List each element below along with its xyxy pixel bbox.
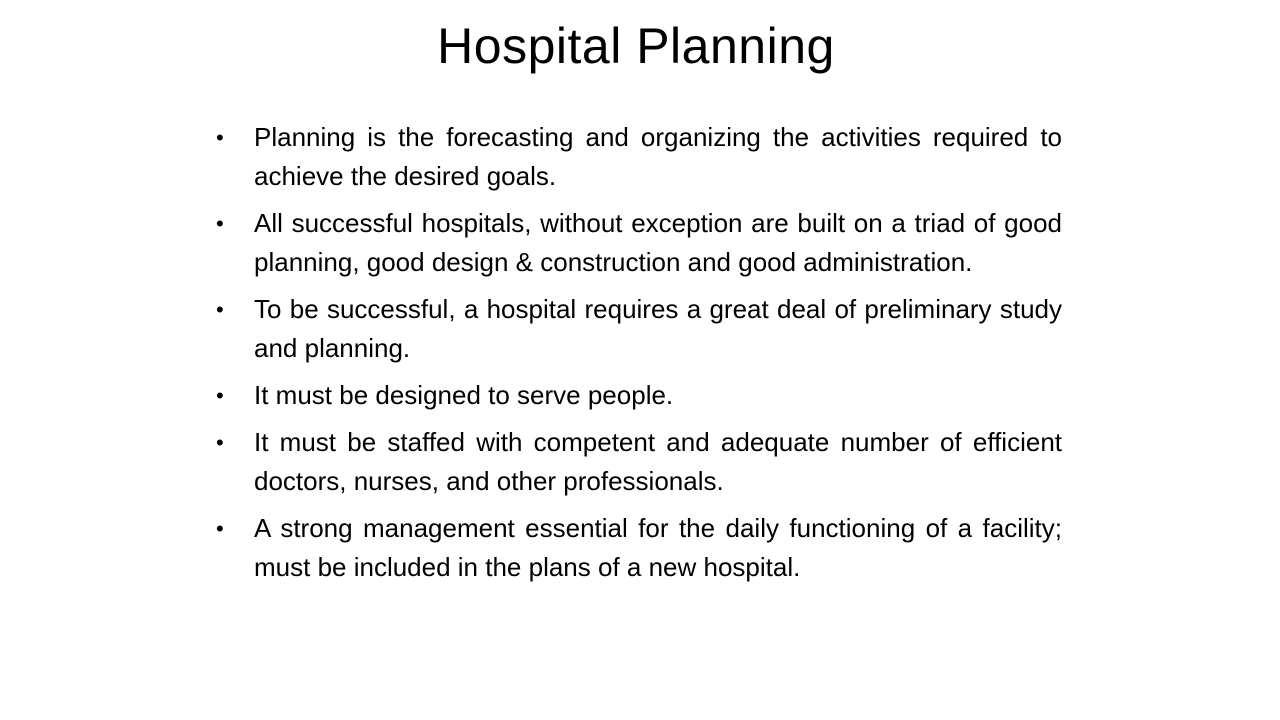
- list-item: [214, 376, 1062, 415]
- list-item: [214, 204, 1062, 282]
- bullet-icon: •: [216, 125, 224, 150]
- list-item: [214, 118, 1062, 196]
- bullet-icon: •: [216, 211, 224, 236]
- bullet-icon: •: [216, 516, 224, 541]
- list-item: [214, 423, 1062, 501]
- bullet-text: It must be staffed with competent and adequate number of efficient doctors, nurses, and other professionals.: [254, 427, 1062, 496]
- bullet-text: Planning is the forecasting and organizing the activities required to achieve the desired goals.: [254, 122, 1062, 191]
- slide-title: Hospital Planning: [437, 18, 835, 74]
- bullet-list: [214, 118, 1062, 595]
- bullet-text: A strong management essential for the daily functioning of a facility; must be included in the plans of a new hospital.: [254, 513, 1062, 582]
- bullet-text: All successful hospitals, without exception are built on a triad of good planning, good design & construction and good administration.: [254, 208, 1062, 277]
- bullet-icon: •: [216, 297, 224, 322]
- list-item: [214, 509, 1062, 587]
- bullet-icon: •: [216, 383, 224, 408]
- list-item: [214, 290, 1062, 368]
- bullet-icon: •: [216, 430, 224, 455]
- bullet-text: To be successful, a hospital requires a great deal of preliminary study and planning.: [254, 294, 1062, 363]
- bullet-text: It must be designed to serve people.: [254, 380, 674, 410]
